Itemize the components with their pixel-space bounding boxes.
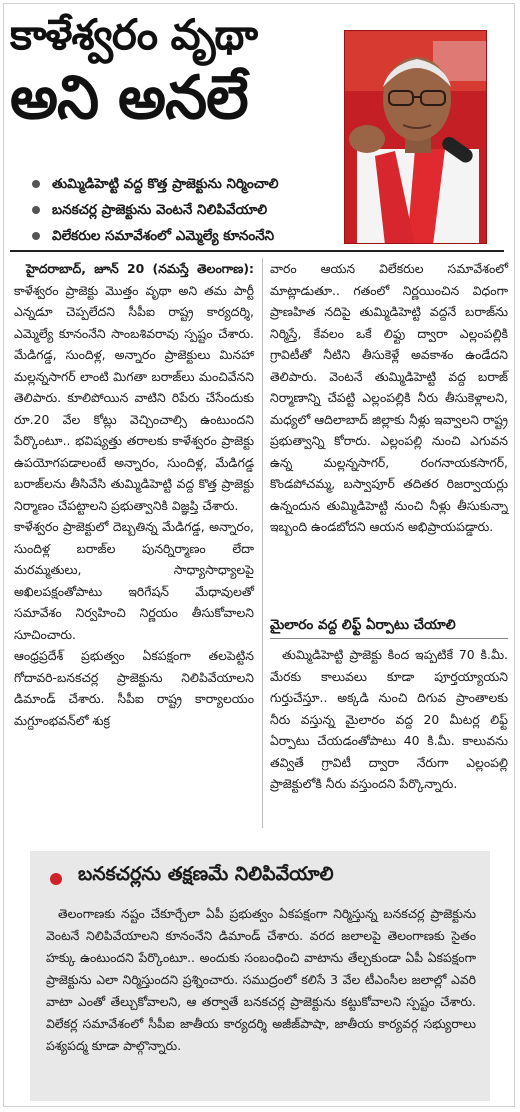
article-paragraph: తుమ్మిడిహెట్టి ప్రాజెక్టు కింద ఇప్పటికే 70 కి.మీ. మేరకు కాలువలు కూడా పూర్తయ్యాయని గుర్తుచేస్తూ.. అక్కడి నుంచి దిగువ ప్రాంతాలకు నీరు వస్తున్న మైలారం వద్ద 20 మీటర్ల లిఫ్ట్ ఏర్పాటు చేయడంతోపాటు 40 కి.మీ. కాలువను తవ్వితే గ్రావిటీ ద్వారా నేరుగా ఎల్లంపల్లి ప్రాజెక్టులోకి నీరు వస్తుందని పేర్కొన్నారు. (270, 647, 508, 791)
article-text: కాళేశ్వరం ప్రాజెక్టు మొత్తం వృథా అని తమ పార్టీ ఎన్నడూ చెప్పలేదని సీపీఐ రాష్ట్ర కార్యదర్శి, ఎమ్మెల్యే కూనంనేని సాంబశివరావు స్పష్టం చేశారు. మేడిగడ్డ, సుందిళ్ల, అన్నారం ప్రాజెక్టులు మినహా మల్లన్నసాగర్ లాంటి మిగతా బరాజ్‌లు మంచివేనని తెలిపారు. కూలిపోయిన వాటిని రిపేరు చేసేందుకు రూ.20 వేల కోట్లు వెచ్చించాల్సి ఉంటుందని పేర్కొంటూ.. భవిష్యత్తు తరాలకు కాళేశ్వరం ప్రాజెక్టు ఉపయోగపడాలంటే అన్నారం, సుందిళ్ల, మేడిగడ్డ బరాజ్‌లను తీసివేసి తుమ్మిడిహెట్టి వద్ద కొత్త ప్రాజెక్టు నిర్మాణం చేపట్టాలని ప్రభుత్వానికి విజ్ఞప్తి చేశారు. (14, 282, 254, 513)
section-rule (10, 250, 504, 252)
dateline: హైదరాబాద్, జూన్ 20 (నమస్తే తెలంగాణ): (26, 261, 254, 276)
article-subheading: మైలారం వద్ద లిఫ్ట్ ఏర్పాటు చేయాలి (270, 614, 508, 639)
article-column-right-continued (270, 644, 508, 795)
bullet-text: తుమ్మిడిహెట్టి వద్ద కొత్త ప్రాజెక్టును నిర్మించాలి (52, 176, 279, 192)
speaker-photo (344, 30, 487, 244)
red-bullet-icon (50, 873, 62, 885)
article-paragraph: ఆంధ్రప్రదేశ్ ప్రభుత్వం ఏకపక్షంగా తలపెట్టిన గోదావరి-బనకచర్ల ప్రాజెక్టును నిలిపివేయాలని డిమాండ్ చేశారు. సీపీఐ రాష్ట్ర కార్యాలయం మగ్దూంభవన్‌లో శుక్ర (14, 648, 254, 728)
article-paragraph: కాళేశ్వరం ప్రాజెక్టులో దెబ్బతిన్న మేడిగడ్డ, అన్నారం, సుందిళ్ల బరాజ్‌ల పునర్నిర్మాణం లేదా మరమ్మతులు, సాధ్యాసాధ్యాలపై అఖిలపక్షంతోపాటు ఇరిగేషన్ మేధావులతో సమావేశం నిర్వహించి నిర్ణయం తీసుకోవాలని సూచించారు. (14, 519, 254, 642)
article-paragraph: వారం ఆయన విలేకరుల సమావేశంలో మాట్లాడుతూ.. గతంలో నిర్ణయించిన విధంగా ప్రాణహిత నదిపై తుమ్మిడిహెట్టి వద్దనే బరాజ్‌ను నిర్మిస్తే, కేవలం ఒకే లిఫ్టు ద్వారా ఎల్లంపల్లికి గ్రావిటీతో నీటిని తీసుకెళ్లే అవకాశం ఉండేదని తెలిపారు. వెంటనే తుమ్మిడిహెట్టి వద్ద బరాజ్ నిర్మాణాన్ని చేపట్టి ఎల్లంపల్లికి నీరు తీసుకెళ్లాలని, మధ్యలో ఆదిలాబాద్ జిల్లాకు నీళ్లు ఇవ్వాలని రాష్ట్ర ప్రభుత్వాన్ని కోరారు. ఎల్లంపల్లి నుంచి ఎగువన ఉన్న మల్లన్నసాగర్, రంగనాయకసాగర్, కొండపోచమ్మ, బస్వాపూర్ తదితర రిజర్వాయర్లు ఉన్నందున తుమ్మిడిహెట్టి నుంచి నీళ్లు తీసుకున్నా ఇబ్బంది ఉండబోదని ఆయన అభిప్రాయపడ్డారు. (270, 261, 508, 534)
headline-line-1: కాళేశ్వరం వృథా (10, 10, 258, 59)
bullet-text: బనకచర్ల ప్రాజెక్టును వెంటనే నిలిపివేయాలి (52, 202, 268, 218)
sidebar-box (30, 851, 490, 1101)
bullet-icon (32, 206, 40, 214)
article-column-left (14, 258, 254, 731)
headline (10, 10, 340, 133)
sidebar-box-title: బనకచర్లను తక్షణమే నిలిపివేయాలి (78, 863, 334, 885)
speaker-photo-image (345, 31, 487, 244)
sidebar-box-header (30, 859, 490, 901)
column-divider (262, 258, 263, 828)
article-paragraph (14, 258, 254, 516)
sidebar-box-body: తెలంగాణకు నష్టం చేకూర్చేలా ఏపీ ప్రభుత్వం ఏకపక్షంగా నిర్మిస్తున్న బనకచర్ల ప్రాజెక్టును వెంటనే నిలిపివేయాలని కూనంనేని డిమాండ్ చేశారు. వరద జలాలపై తెలంగాణకు సైతం హక్కు ఉంటుందని పేర్కొంటూ.. అందుకు సంబంధించి వాటాను తేల్చకుండా ఏపీ ఏకపక్షంగా ప్రాజెక్టును ఎలా నిర్మిస్తుందని ప్రశ్నించారు. సముద్రంలో కలిసే 3 వేల టీఎంసీల జలాల్లో ఎవరి వాటా ఎంతో తేల్చుకోవాలని, ఆ తర్వాతే బనకచర్ల ప్రాజెక్టును కట్టుకోవాలని స్పష్టం చేశారు. విలేకర్ల సమావేశంలో సీపీఐ జాతీయ కార్యదర్శి అజీజ్‌పాషా, జాతీయ కార్యవర్గ సభ్యురాలు పశ్యపద్మ కూడా పాల్గొన్నారు. (46, 906, 476, 1054)
bullet-item (30, 223, 340, 249)
article-column-right (270, 258, 508, 538)
summary-bullets (30, 171, 340, 249)
bullet-item (30, 171, 340, 197)
bullet-item (30, 197, 340, 223)
bullet-icon (32, 180, 40, 188)
headline-line-2: అని అనలే (10, 63, 248, 133)
bullet-icon (32, 232, 40, 240)
bullet-text: విలేకరుల సమావేశంలో ఎమ్మెల్యే కూనంనేని (52, 228, 275, 244)
